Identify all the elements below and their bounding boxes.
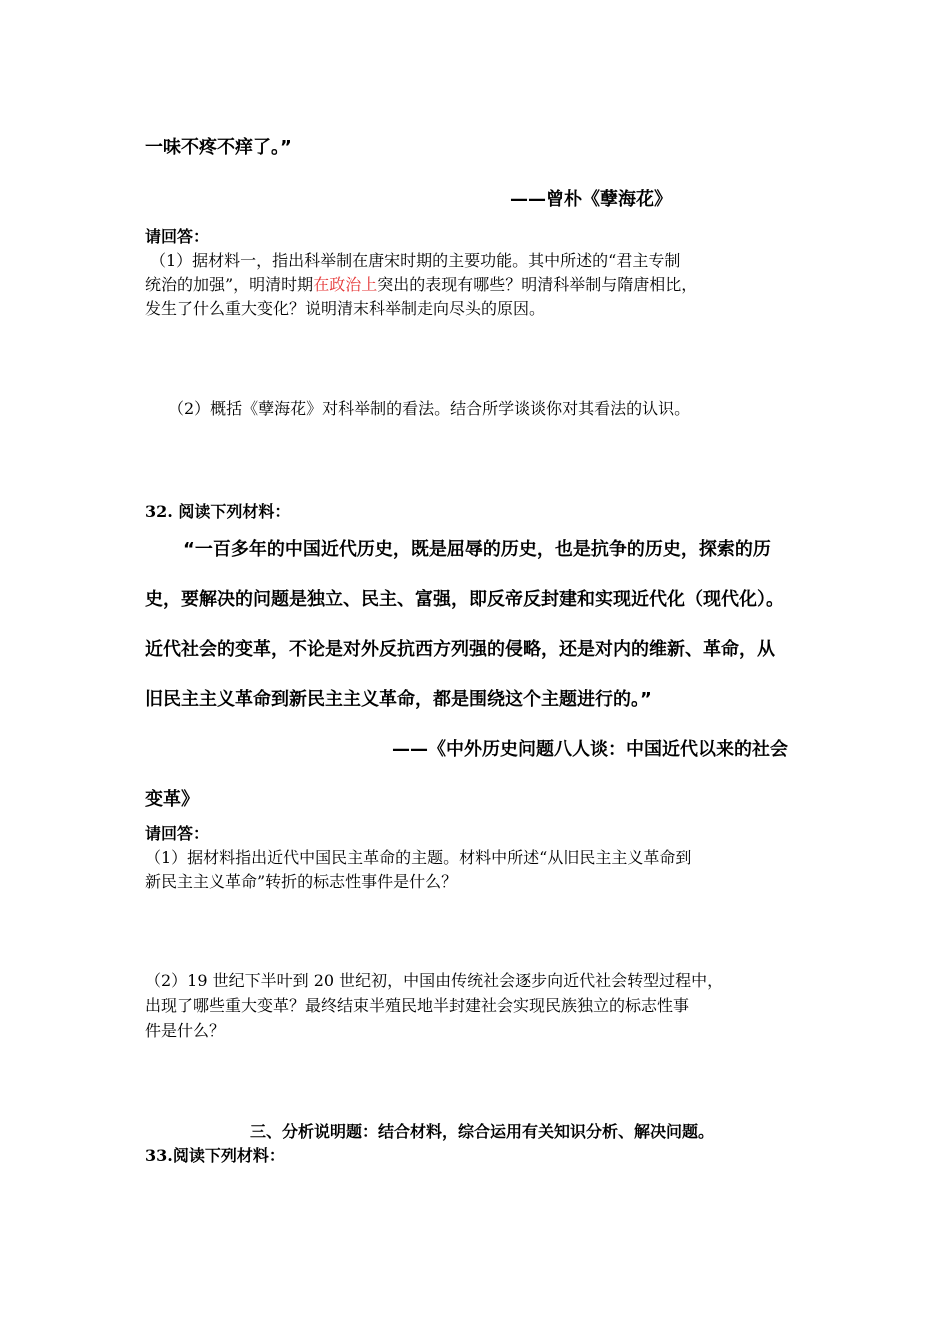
question-31-1-line2-after: 突出的表现有哪些？明清科举制与隋唐相比， [377,275,698,294]
quote-line-1: “一百多年的中国近代历史，既是屈辱的历史，也是抗争的历史，探索的历 [183,539,771,560]
quote-attribution-line2: 变革》 [145,789,199,810]
quote-line-3: 近代社会的变革，不论是对外反抗西方列强的侵略，还是对内的维新、革命，从 [145,639,775,660]
question-31-1-line2-before: 统治的加强”，明清时期 [145,275,314,294]
quote-line-2: 史，要解决的问题是独立、民主、富强，即反帝反封建和实现近代化（现代化）。 [145,589,784,610]
question-31-1-line2 [145,277,697,293]
question-32-1-line1: （1）据材料指出近代中国民主革命的主题。材料中所述“从旧民主主义革命到 [145,848,692,867]
highlight-political: 在政治上 [313,275,378,294]
question-31-1-line1: （1）据材料一，指出科举制在唐宋时期的主要功能。其中所述的“君主专制 [150,251,681,270]
quote-line-4: 旧民主主义革命到新民主主义革命，都是围绕这个主题进行的。” [145,689,652,710]
question-32-2-line3: 件是什么？ [145,1021,226,1040]
question-31-2: （2）概括《孽海花》对科举制的看法。结合所学谈谈你对其看法的认识。 [168,399,691,418]
quote-tail: 一味不疼不痒了。” [145,137,292,158]
answer-prompt-32: 请回答： [145,824,210,843]
quote-attribution: ——曾朴《孽海花》 [510,189,672,210]
question-32-2-line1: （2）19 世纪下半叶到 20 世纪初，中国由传统社会逐步向近代社会转型过程中， [145,971,724,990]
quote-attribution-line1: ——《中外历史问题八人谈：中国近代以来的社会 [392,739,788,760]
question-32-1-line2: 新民主主义革命”转折的标志性事件是什么？ [145,872,458,891]
question-32-2-line2: 出现了哪些重大变革？最终结束半殖民地半封建社会实现民族独立的标志性事 [145,996,690,1015]
question-31-1-line3: 发生了什么重大变化？说明清末科举制走向尽头的原因。 [145,299,546,318]
question-32-heading: 32. 阅读下列材料： [145,502,291,521]
section-3-heading: 三、分析说明题：结合材料，综合运用有关知识分析、解决问题。 [250,1122,715,1141]
answer-prompt: 请回答： [145,227,210,246]
question-33-heading: 33.阅读下列材料： [145,1146,285,1165]
